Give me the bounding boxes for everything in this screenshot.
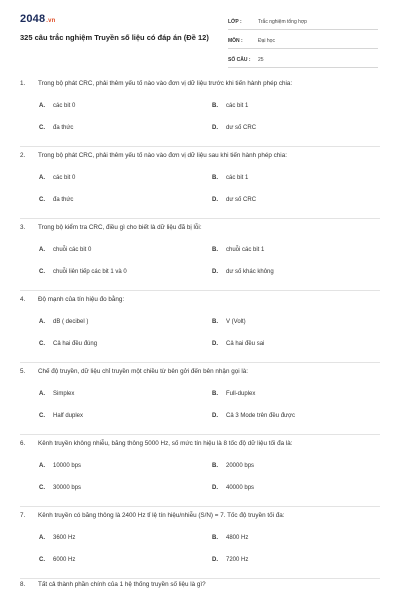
option-c[interactable] — [39, 197, 73, 203]
option-text: chuỗi các bit 0 — [53, 247, 92, 253]
option-letter: C. — [39, 485, 45, 491]
question-number: 7. — [20, 512, 26, 519]
option-letter: D. — [212, 557, 218, 563]
option-text: 30000 bps — [53, 485, 82, 491]
option-d[interactable] — [212, 125, 256, 131]
option-letter: C. — [39, 557, 45, 563]
option-text: các bit 1 — [226, 175, 249, 181]
option-text: 20000 bps — [226, 463, 255, 469]
option-text: 7200 Hz — [226, 557, 249, 563]
meta-panel — [228, 15, 378, 72]
option-text: V (Volt) — [226, 319, 246, 325]
option-text: Full-duplex — [226, 391, 256, 397]
question-body: Trong bộ phát CRC, phải thêm yếu tố nào vào đơn vị dữ liệu sau khi tiến hành phép chia: — [38, 152, 287, 159]
question-number: 6. — [20, 440, 26, 447]
meta-value: 25 — [258, 57, 264, 63]
question-text — [20, 581, 380, 588]
logo-text: 2048 — [20, 13, 46, 25]
question-text — [20, 80, 380, 87]
question-text — [20, 152, 380, 159]
question-body: Kênh truyền không nhiễu, băng thông 5000 Hz, số mức tín hiệu là 8 tốc độ dữ liệu tối đa là: — [38, 440, 293, 447]
meta-label: SỐ CÂU : — [228, 57, 251, 63]
meta-row-class — [228, 15, 378, 30]
option-text: dư số CRC — [226, 197, 257, 203]
option-text: dư số khác không — [226, 269, 274, 275]
question-divider — [20, 578, 380, 579]
option-text: đa thức — [53, 125, 74, 131]
question-body: Độ mạnh của tín hiệu đo bằng: — [38, 296, 125, 303]
option-c[interactable] — [39, 485, 81, 491]
option-text: chuỗi các bit 1 — [226, 247, 265, 253]
option-text: Cả 3 Mode trên đều được — [226, 413, 295, 419]
meta-row-count — [228, 53, 378, 68]
option-c[interactable] — [39, 341, 97, 347]
option-letter: A. — [39, 175, 45, 181]
option-b[interactable] — [212, 463, 254, 469]
option-letter: B. — [212, 175, 218, 181]
option-letter: D. — [212, 125, 218, 131]
question-divider — [20, 434, 380, 435]
meta-row-subject — [228, 34, 378, 49]
option-letter: C. — [39, 269, 45, 275]
option-d[interactable] — [212, 485, 254, 491]
option-letter: C. — [39, 341, 45, 347]
option-text: chuỗi liên tiếp các bit 1 và 0 — [53, 269, 127, 275]
option-letter: B. — [212, 535, 218, 541]
option-b[interactable] — [212, 391, 255, 397]
option-letter: D. — [212, 341, 218, 347]
option-c[interactable] — [39, 557, 75, 563]
question-divider — [20, 218, 380, 219]
question-text — [20, 440, 380, 447]
option-d[interactable] — [212, 557, 248, 563]
question-divider — [20, 290, 380, 291]
option-a[interactable] — [39, 535, 75, 541]
option-text: đa thức — [53, 197, 74, 203]
option-letter: A. — [39, 247, 45, 253]
option-text: 6000 Hz — [53, 557, 76, 563]
option-letter: B. — [212, 103, 218, 109]
option-a[interactable] — [39, 391, 74, 397]
option-letter: C. — [39, 197, 45, 203]
question-body: Kênh truyền có băng thông là 2400 Hz tỉ lệ tín hiệu/nhiễu (S/N) = 7. Tốc độ truyền tối đa: — [38, 512, 285, 519]
option-b[interactable] — [212, 319, 246, 325]
option-letter: D. — [212, 197, 218, 203]
option-letter: A. — [39, 535, 45, 541]
option-letter: D. — [212, 269, 218, 275]
option-a[interactable] — [39, 463, 81, 469]
meta-value: Đại học — [258, 38, 275, 44]
option-letter: A. — [39, 463, 45, 469]
option-a[interactable] — [39, 103, 75, 109]
option-letter: D. — [212, 485, 218, 491]
option-text: Half duplex — [53, 413, 84, 419]
option-c[interactable] — [39, 413, 83, 419]
question-text — [20, 512, 380, 519]
option-letter: C. — [39, 413, 45, 419]
meta-value: Trắc nghiệm tổng hợp — [258, 19, 307, 25]
question-body: Trong bộ phát CRC, phải thêm yếu tố nào vào đơn vị dữ liệu trước khi tiến hành phép chia: — [38, 80, 293, 87]
question-body: Chế độ truyền, dữ liệu chỉ truyền một chiều từ bên gởi đến bên nhận gọi là: — [38, 368, 248, 375]
option-a[interactable] — [39, 319, 88, 325]
logo-suffix: .vn — [46, 18, 56, 24]
question-number: 8. — [20, 581, 26, 588]
option-text: các bit 1 — [226, 103, 249, 109]
option-text: dB ( decibel ) — [53, 319, 89, 325]
option-d[interactable] — [212, 269, 274, 275]
question-body: Trong bộ kiểm tra CRC, điều gì cho biết là dữ liệu đã bị lỗi: — [38, 224, 202, 231]
option-text: các bit 0 — [53, 103, 76, 109]
option-text: dư số CRC — [226, 125, 257, 131]
option-letter: B. — [212, 319, 218, 325]
question-number: 5. — [20, 368, 26, 375]
question-number: 2. — [20, 152, 26, 159]
option-text: Simplex — [53, 391, 75, 397]
option-letter: A. — [39, 391, 45, 397]
option-b[interactable] — [212, 103, 248, 109]
option-d[interactable] — [212, 341, 264, 347]
option-text: 3600 Hz — [53, 535, 76, 541]
option-d[interactable] — [212, 413, 295, 419]
option-c[interactable] — [39, 269, 127, 275]
meta-label: MÔN : — [228, 38, 243, 44]
question-divider — [20, 146, 380, 147]
option-letter: B. — [212, 463, 218, 469]
document-header — [0, 0, 400, 70]
question-text — [20, 368, 380, 375]
question-divider — [20, 362, 380, 363]
option-b[interactable] — [212, 535, 248, 541]
question-number: 4. — [20, 296, 26, 303]
site-logo[interactable] — [20, 13, 56, 25]
question-body: Tất cả thành phần chính của 1 hệ thống truyền số liệu là gì? — [38, 581, 206, 588]
question-divider — [20, 506, 380, 507]
option-text: các bit 0 — [53, 175, 76, 181]
option-letter: C. — [39, 125, 45, 131]
question-number: 3. — [20, 224, 26, 231]
option-b[interactable] — [212, 175, 248, 181]
option-letter: A. — [39, 103, 45, 109]
option-a[interactable] — [39, 247, 91, 253]
option-letter: D. — [212, 413, 218, 419]
option-a[interactable] — [39, 175, 75, 181]
option-letter: A. — [39, 319, 45, 325]
question-text — [20, 224, 380, 231]
document-title: 325 câu trắc nghiệm Truyền số liệu có đáp án (Đề 12) — [20, 33, 209, 42]
option-b[interactable] — [212, 247, 264, 253]
option-text: 4800 Hz — [226, 535, 249, 541]
option-text: Cả hai đều sai — [226, 341, 265, 347]
option-text: 10000 bps — [53, 463, 82, 469]
option-text: Cả hai đều đúng — [53, 341, 98, 347]
option-letter: B. — [212, 391, 218, 397]
option-letter: B. — [212, 247, 218, 253]
option-c[interactable] — [39, 125, 73, 131]
question-text — [20, 296, 380, 303]
option-text: 40000 bps — [226, 485, 255, 491]
meta-label: LỚP : — [228, 19, 242, 25]
option-d[interactable] — [212, 197, 256, 203]
question-number: 1. — [20, 80, 26, 87]
